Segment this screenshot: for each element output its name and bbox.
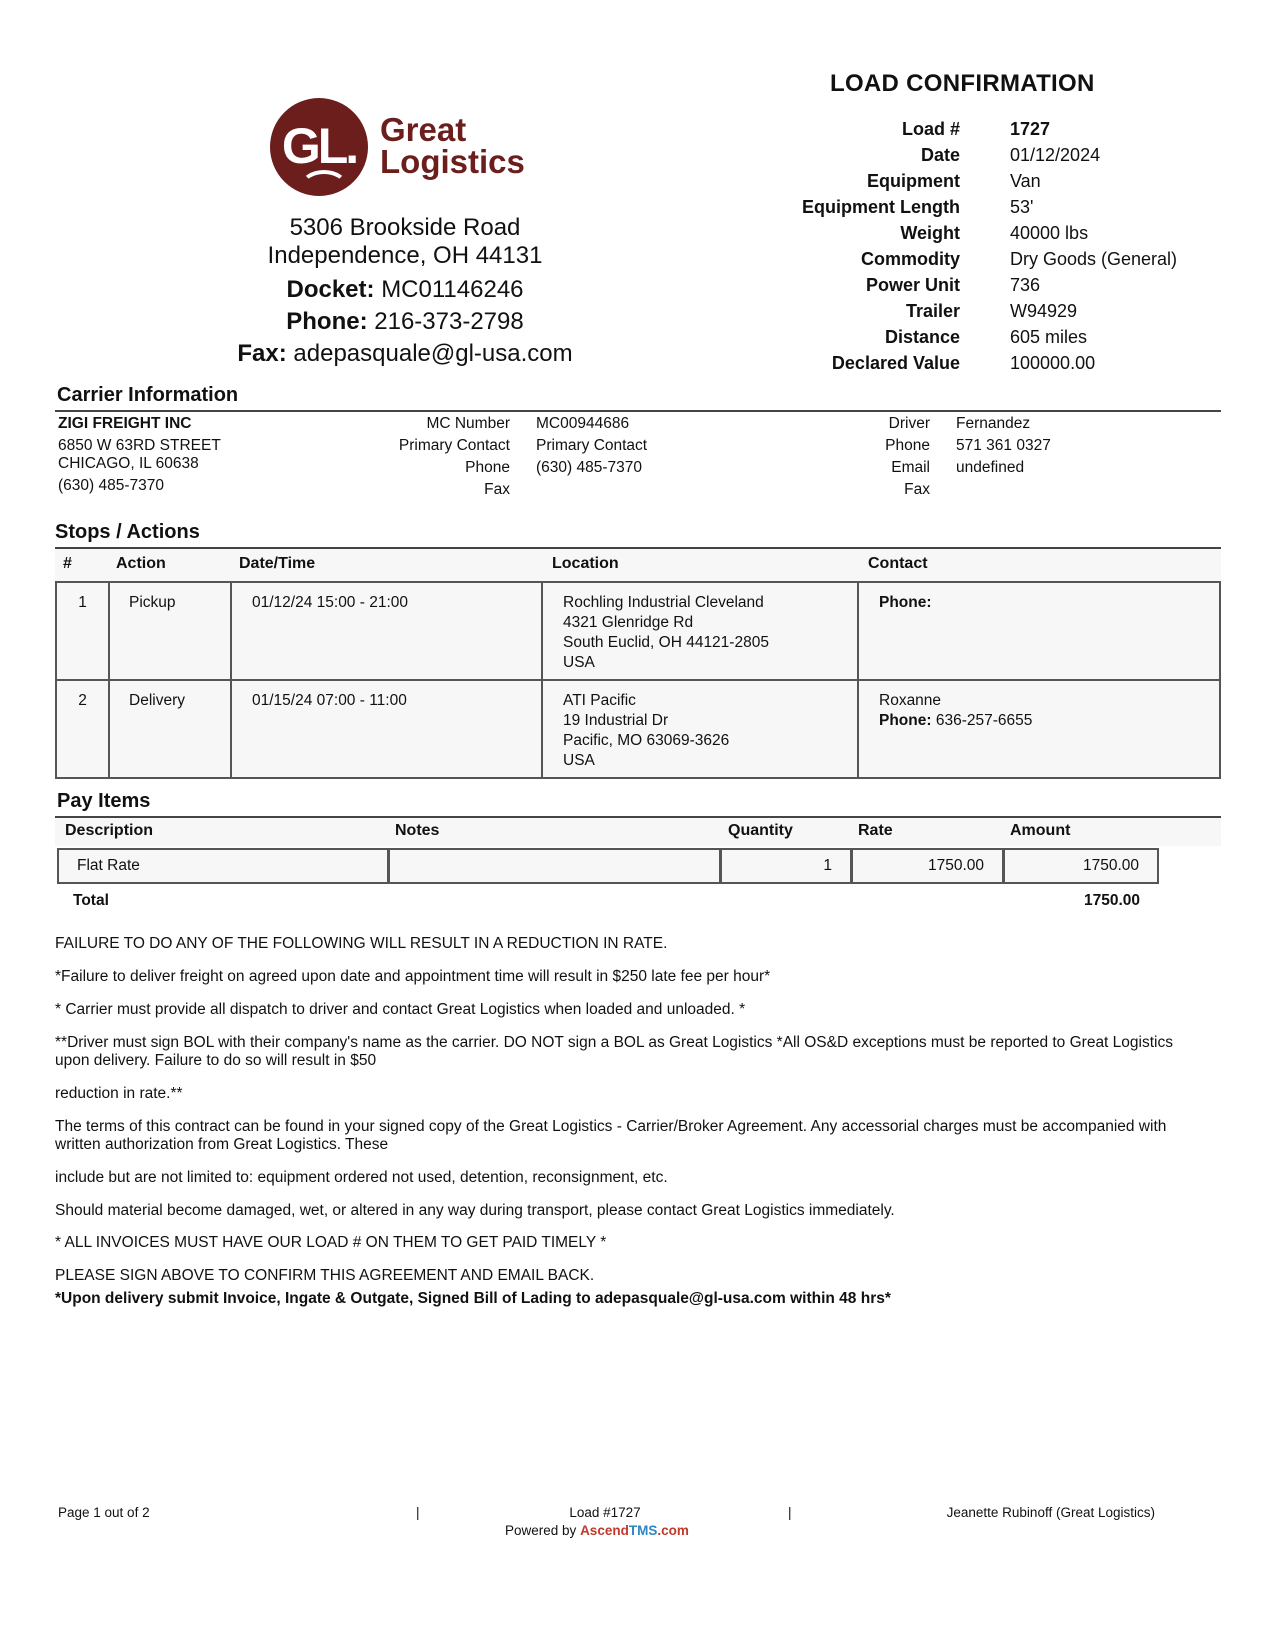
- address-line1: 5306 Brookside Road: [289, 214, 521, 241]
- terms-line: * ALL INVOICES MUST HAVE OUR LOAD # ON THEM TO GET PAID TIMELY *: [55, 1234, 607, 1251]
- location-country: USA: [563, 752, 595, 769]
- phone-line: [180, 308, 630, 336]
- col-quantity: Quantity: [728, 822, 793, 839]
- stop-location: [543, 681, 859, 777]
- pay-notes: [388, 848, 721, 884]
- stop-contact: [859, 583, 1215, 679]
- load-field: [760, 116, 1220, 142]
- carrier-address: [58, 413, 358, 497]
- col-description: Description: [65, 822, 154, 839]
- logo-line2: Logistics: [380, 143, 525, 180]
- col-datetime: Date/Time: [239, 555, 316, 572]
- logo-mark: [270, 98, 368, 196]
- col-location: Location: [552, 555, 619, 572]
- carrier-street: 6850 W 63RD STREET: [58, 437, 221, 454]
- field-value: 736: [1010, 274, 1041, 295]
- load-field: [760, 142, 1220, 168]
- contact-phone-label: Phone: [465, 459, 510, 476]
- contact-phone-line: [879, 711, 1215, 731]
- primary-contact-value: Primary Contact: [536, 437, 648, 454]
- load-info-table: [760, 116, 1220, 376]
- terms-line: include but are not limited to: equipment ordered not used, detention, reconsignment, etc.: [55, 1169, 668, 1186]
- terms-line: FAILURE TO DO ANY OF THE FOLLOWING WILL RESULT IN A REDUCTION IN RATE.: [55, 935, 668, 952]
- load-field: [760, 324, 1220, 350]
- logo-line1: Great: [380, 111, 467, 148]
- stops-header-row: [55, 549, 1221, 581]
- driver-label: Driver: [888, 415, 930, 432]
- contact-phone: 636-257-6655: [935, 712, 1033, 729]
- footer-user: Jeanette Rubinoff (Great Logistics): [946, 1505, 1155, 1520]
- phone-value: 216-373-2798: [374, 308, 524, 335]
- terms-line: * Carrier must provide all dispatch to driver and contact Great Logistics when loaded and unloaded. *: [55, 1001, 746, 1018]
- load-field: [760, 298, 1220, 324]
- contact-fax-label: Fax: [484, 481, 510, 498]
- field-label: Date: [920, 144, 960, 165]
- road-icon: [300, 170, 348, 204]
- field-label: Equipment: [867, 170, 960, 191]
- col-action: Action: [116, 555, 166, 572]
- phone-label: Phone:: [286, 308, 368, 335]
- company-logo: [270, 98, 540, 198]
- docket-line: [180, 276, 630, 304]
- carrier-city: CHICAGO, IL 60638: [58, 455, 199, 472]
- footer-load: Load #1727: [569, 1505, 641, 1520]
- field-label: Equipment Length: [802, 196, 960, 217]
- col-amount: Amount: [1010, 822, 1071, 839]
- location-name: Rochling Industrial Cleveland: [563, 594, 764, 611]
- mc-value: MC00944686: [536, 415, 630, 432]
- footer-separator: |: [788, 1505, 792, 1520]
- col-contact: Contact: [868, 555, 928, 572]
- fax-label: Fax:: [237, 340, 287, 367]
- driver-value: Fernandez: [956, 415, 1031, 432]
- driver-phone-value: 571 361 0327: [956, 437, 1051, 454]
- brand-dotcom: .com: [657, 1523, 689, 1538]
- contact-name: Roxanne: [879, 692, 942, 709]
- location-country: USA: [563, 654, 595, 671]
- field-label: Load #: [901, 118, 960, 139]
- contact-phone-value: (630) 485-7370: [536, 459, 642, 476]
- pay-header-row: [55, 818, 1221, 846]
- col-num: #: [63, 555, 72, 572]
- terms-bold-line: *Upon delivery submit Invoice, Ingate & Outgate, Signed Bill of Lading to adepasquale@gl-usa.com within 48 hrs*: [55, 1290, 891, 1307]
- location-street: 4321 Glenridge Rd: [563, 614, 694, 631]
- stop-row: [55, 679, 1221, 779]
- driver-fax-label: Fax: [904, 481, 930, 498]
- carrier-values: [536, 413, 786, 479]
- stop-location: [543, 583, 859, 679]
- col-rate: Rate: [858, 822, 893, 839]
- terms-line: **Driver must sign BOL with their company's name as the carrier. DO NOT sign a BOL as Great Logistics *All OS&D exceptions must be reported to Great Logistics upon delivery. Failure to do so will result in $50: [55, 1034, 1173, 1069]
- footer-page: Page 1 out of 2: [58, 1505, 150, 1520]
- field-label: Declared Value: [831, 352, 960, 373]
- stops-section-title: Stops / Actions: [55, 521, 200, 543]
- stop-contact: [859, 681, 1215, 777]
- field-label: Trailer: [905, 300, 960, 321]
- field-value: 100000.00: [1010, 352, 1096, 373]
- driver-labels: [830, 413, 930, 501]
- total-label: Total: [73, 892, 109, 909]
- terms-line: The terms of this contract can be found in your signed copy of the Great Logistics - Carrier/Broker Agreement. Any accessorial charges must be accompanied with written authorization from Great Logistics. These: [55, 1118, 1167, 1153]
- logo-mark-text: GL.: [281, 118, 357, 174]
- driver-email-label: Email: [891, 459, 930, 476]
- load-field: [760, 350, 1220, 376]
- terms-line: Should material become damaged, wet, or altered in any way during transport, please contact Great Logistics immediately.: [55, 1202, 895, 1219]
- carrier-section-title: Carrier Information: [57, 384, 239, 406]
- logo-wordmark: [380, 111, 525, 180]
- col-notes: Notes: [395, 822, 440, 839]
- field-label: Commodity: [861, 248, 960, 269]
- stop-action: Pickup: [110, 583, 232, 679]
- stop-num: 2: [57, 681, 110, 777]
- fax-value: adepasquale@gl-usa.com: [293, 340, 573, 367]
- footer-separator: |: [416, 1505, 420, 1520]
- carrier-name: ZIGI FREIGHT INC: [58, 415, 192, 432]
- total-value: 1750.00: [1083, 892, 1140, 909]
- field-value: Dry Goods (General): [1010, 248, 1178, 269]
- stop-num: 1: [57, 583, 110, 679]
- stop-row: [55, 581, 1221, 681]
- contact-phone-label: Phone:: [879, 712, 932, 729]
- load-field: [760, 168, 1220, 194]
- primary-contact-label: Primary Contact: [398, 437, 510, 454]
- pay-quantity: 1: [720, 848, 852, 884]
- stop-datetime: 01/12/24 15:00 - 21:00: [232, 583, 543, 679]
- field-value: 605 miles: [1010, 326, 1088, 347]
- pay-rate: 1750.00: [851, 848, 1004, 884]
- stop-action: Delivery: [110, 681, 232, 777]
- docket-value: MC01146246: [381, 276, 524, 303]
- terms-line: PLEASE SIGN ABOVE TO CONFIRM THIS AGREEMENT AND EMAIL BACK.: [55, 1267, 595, 1284]
- location-city: Pacific, MO 63069-3626: [563, 732, 730, 749]
- stop-datetime: 01/15/24 07:00 - 11:00: [232, 681, 543, 777]
- location-name: ATI Pacific: [563, 692, 636, 709]
- terms-line: *Failure to deliver freight on agreed upon date and appointment time will result in $250 late fee per hour*: [55, 968, 771, 985]
- load-field: [760, 272, 1220, 298]
- mc-label: MC Number: [426, 415, 510, 432]
- field-value: 1727: [1010, 118, 1051, 139]
- carrier-labels: [330, 413, 510, 501]
- brand-tms: TMS: [628, 1523, 658, 1538]
- section-divider: [55, 410, 1221, 412]
- field-value: Van: [1010, 170, 1041, 191]
- field-value: W94929: [1010, 300, 1078, 321]
- driver-phone-label: Phone: [885, 437, 930, 454]
- powered-by: [505, 1523, 689, 1538]
- pay-amount: 1750.00: [1003, 848, 1159, 884]
- carrier-phone: (630) 485-7370: [58, 477, 164, 494]
- field-value: 40000 lbs: [1010, 222, 1089, 243]
- field-label: Power Unit: [865, 274, 960, 295]
- docket-label: Docket:: [286, 276, 375, 303]
- load-field: [760, 194, 1220, 220]
- fax-line: [180, 340, 630, 368]
- terms-line: reduction in rate.**: [55, 1085, 183, 1102]
- location-city: South Euclid, OH 44121-2805: [563, 634, 769, 651]
- address-line2: Independence, OH 44131: [267, 242, 543, 269]
- field-label: Distance: [884, 326, 960, 347]
- driver-values: [956, 413, 1216, 479]
- brand-ascend: Ascend: [580, 1523, 629, 1538]
- pay-section-title: Pay Items: [57, 790, 151, 812]
- field-value: 53': [1010, 196, 1034, 217]
- load-field: [760, 246, 1220, 272]
- pay-description: Flat Rate: [57, 848, 389, 884]
- document-title: LOAD CONFIRMATION: [830, 70, 1095, 97]
- field-value: 01/12/2024: [1010, 144, 1101, 165]
- location-street: 19 Industrial Dr: [563, 712, 669, 729]
- field-label: Weight: [900, 222, 960, 243]
- company-address: [180, 214, 630, 270]
- powered-by-label: Powered by: [505, 1523, 577, 1538]
- driver-email-value: undefined: [956, 459, 1025, 476]
- load-field: [760, 220, 1220, 246]
- contact-phone-label: Phone:: [879, 594, 932, 611]
